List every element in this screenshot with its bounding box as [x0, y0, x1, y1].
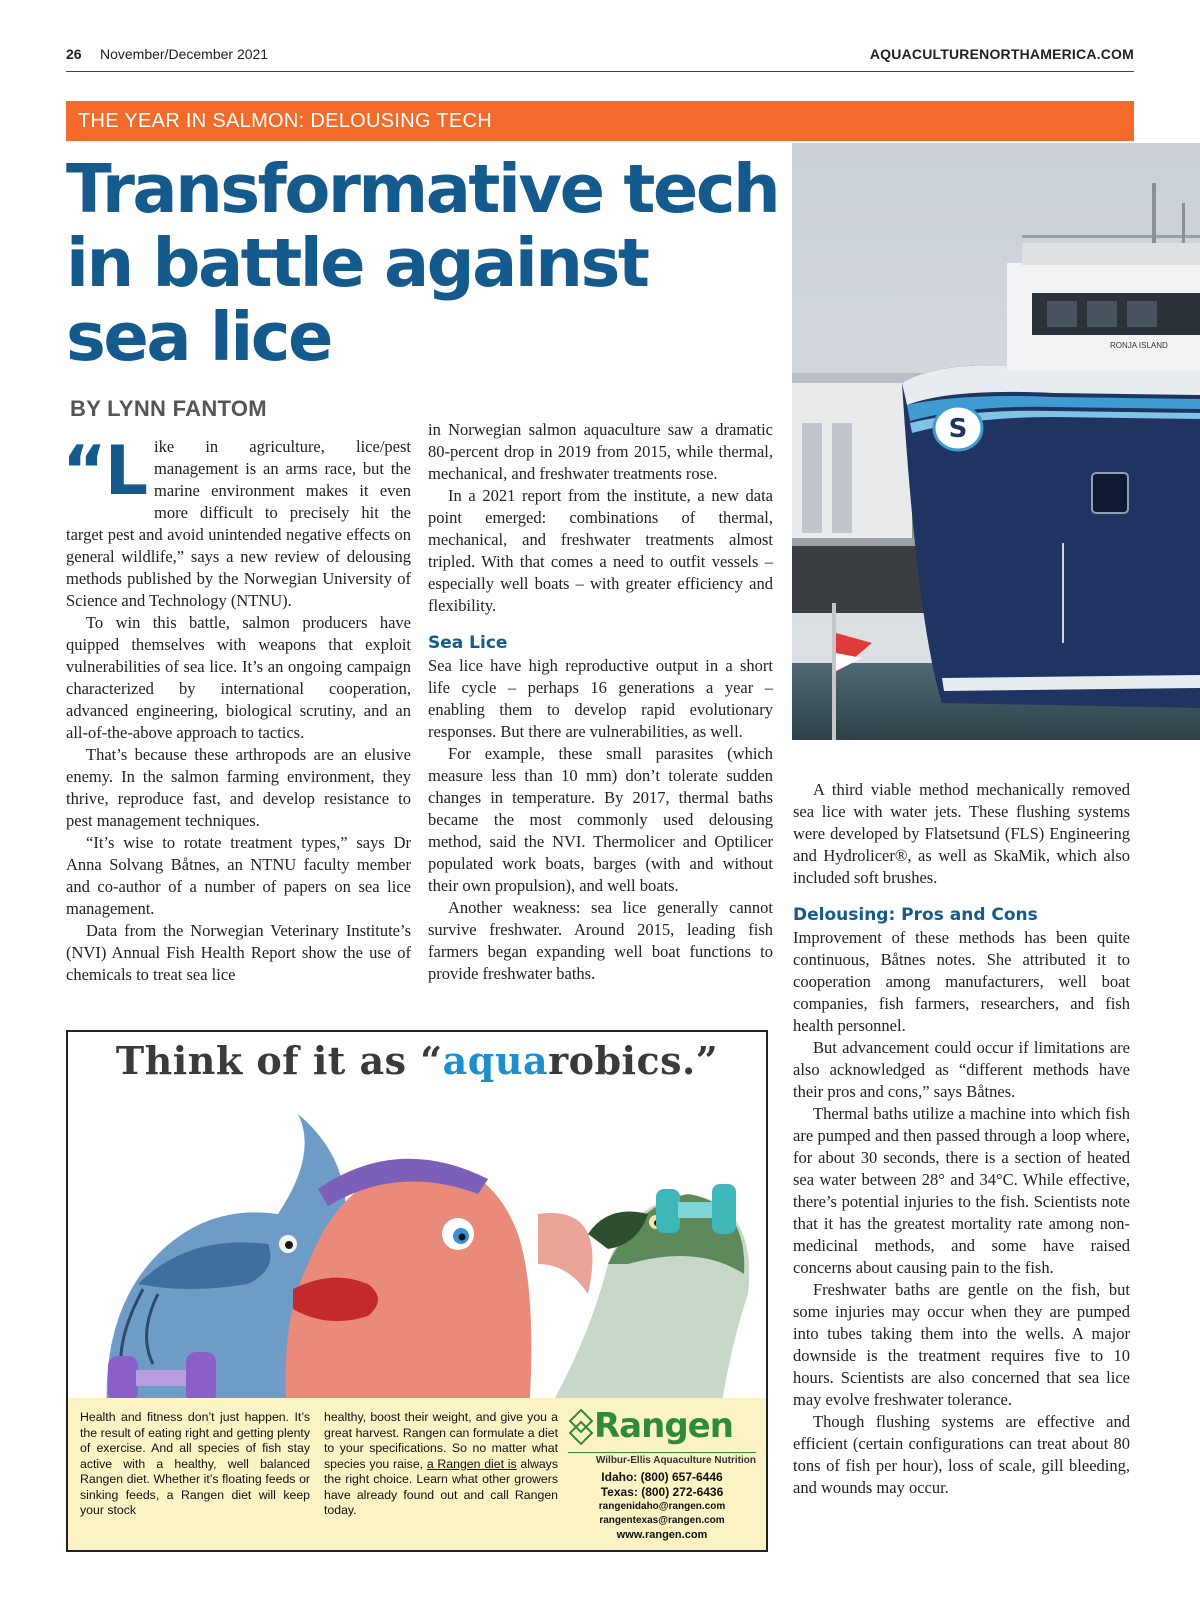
ad-copy-link[interactable]: a Rangen diet is [426, 1456, 517, 1471]
drop-cap: “L [62, 432, 147, 511]
phone-idaho: Idaho: (800) 657-6446 [601, 1470, 723, 1484]
paragraph: For example, these small parasites (which measure less than 10 mm) don’t tolerate sudden changes in temperature. By 2017, thermal baths became the most commonly used delousing method, said the NVI. Thermolicer and Optilicer populated work boats, barges (with and without their own propulsion), and well boats. [428, 744, 773, 895]
paragraph: Data from the Norwegian Veterinary Institute’s (NVI) Annual Fish Health Report show the use of chemicals to treat sea lice [66, 921, 411, 984]
article-column-2 [428, 419, 773, 985]
article-column-1 [62, 432, 411, 986]
subhead-sea-lice: Sea Lice [428, 633, 508, 653]
page-number: 26 [66, 46, 82, 62]
ad-headline [68, 1038, 766, 1083]
site-url: AQUACULTURENORTHAMERICA.COM [869, 46, 1134, 62]
well-boat-photo [792, 143, 1200, 740]
paragraph: Though flushing systems are effective and efficient (certain configurations can treat about 80 tons of fish per hour), loss of scale, gill bleeding, and wounds may occur. [793, 1412, 1130, 1497]
ad-footer [68, 1398, 766, 1550]
ad-copy-1: Health and fitness don’t just happen. It’s the result of eating right and getting plenty of exercise. And all species of fish stay active with a healthy, well balanced Rangen diet. Whether it’s floating feeds or sinking feeds, a Rangen diet will keep your stock [80, 1410, 310, 1517]
paragraph: ike in agriculture, lice/pest management is an arms race, but the marine environment makes it even more difficult to precisely hit the target pest and avoid unintended negative effects on general wildlife,” says a new review of delousing methods published by the Norwegian University of Science and Technology (NTNU). [66, 437, 411, 610]
paragraph: in Norwegian salmon aquaculture saw a dramatic 80-percent drop in 2019 from 2015, while thermal, mechanical, and freshwater treatments rose. [428, 420, 773, 483]
email-idaho[interactable]: rangenidaho@rangen.com [598, 1501, 726, 1512]
phone-texas: Texas: (800) 272-6436 [600, 1485, 724, 1499]
website-link[interactable]: www.rangen.com [616, 1529, 708, 1541]
well-boat-illustration [792, 143, 1200, 740]
issue-date: November/December 2021 [100, 46, 269, 62]
paragraph: To win this battle, salmon producers have quipped themselves with weapons that exploit vulnerabilities of sea lice. It’s an ongoing campaign characterized by international cooperation, advanced engineering, biological scrutiny, and an all-of-the-above approach to tactics. [66, 613, 411, 742]
rangen-brand: Rangen [594, 1406, 733, 1446]
ad-copy-2a: healthy, boost their weight, and give you a great harvest. Rangen can formulate a diet to your specifications. So no matter what species you raise, [324, 1410, 558, 1471]
paragraph: Thermal baths utilize a machine into which fish are pumped and then passed through a loop where, for about 30 seconds, there is a section of heated sea water between 28° and 34°C. While effective, there’s potential injuries to the fish. Scientists note that it has the greatest mortality rate among non-medicinal methods, and some have raised concerns about causing pain to the fish. [793, 1104, 1130, 1277]
rangen-tagline: Wilbur-Ellis Aquaculture Nutrition [568, 1452, 756, 1466]
paragraph: Freshwater baths are gentle on the fish, but some injuries may occur when they are pumped into tubes taking them into the wells. A major downside is the treatment requires five to 10 hours. Scientists are also concerned that sea lice may evolve freshwater tolerance. [793, 1280, 1130, 1409]
paragraph: But advancement could occur if limitations are also acknowledged as “different methods have their pros and cons,” says Båtnes. [793, 1038, 1130, 1101]
ad-copy-2 [324, 1410, 558, 1519]
paragraph: In a 2021 report from the institute, a new data point emerged: combinations of thermal, mechanical, and freshwater treatments almost tripled. With that comes a need to outfit vessels – especially well boats – with greater efficiency and flexibility. [428, 486, 773, 615]
ad-headline-post: robics.” [548, 1038, 719, 1083]
paragraph: Another weakness: sea lice generally cannot survive freshwater. Around 2015, leading fish farmers began expanding well boat functions to provide freshwater baths. [428, 898, 773, 983]
rangen-logo [568, 1406, 756, 1450]
running-header [66, 44, 1134, 72]
section-label: THE YEAR IN SALMON: DELOUSING TECH [78, 110, 492, 132]
headline: Transformative tech in battle against sea lice [66, 150, 779, 376]
ad-headline-pre: Think of it as “ [115, 1038, 443, 1083]
byline: BY LYNN FANTOM [70, 396, 267, 421]
paragraph: Improvement of these methods has been quite continuous, Båtnes notes. She attributed it to cooperation among manufacturers, well boat companies, fish farmers, researchers, and fish health personnel. [793, 928, 1130, 1035]
ad-contact-info [568, 1470, 756, 1543]
cartoon-fish-illustration [68, 1094, 766, 1428]
paragraph: Sea lice have high reproductive output in a short life cycle – perhaps 16 generations a year – enabling them to develop rapid evolutionary responses. But there are vulnerabilities, as well. [428, 656, 773, 741]
rangen-diamond-icon [568, 1408, 594, 1448]
svg-text:S: S [948, 414, 968, 444]
paragraph: That’s because these arthropods are an elusive enemy. In the salmon farming environment, they thrive, reproduce fast, and develop resistance to pest management techniques. [66, 745, 411, 830]
rangen-advertisement [66, 1030, 768, 1552]
paragraph: “It’s wise to rotate treatment types,” says Dr Anna Solvang Båtnes, an NTNU faculty member and co-author of a number of papers on sea lice management. [66, 833, 411, 918]
ad-headline-aqua: aqua [442, 1038, 549, 1083]
email-texas[interactable]: rangentexas@rangen.com [599, 1515, 725, 1526]
subhead-pros-cons: Delousing: Pros and Cons [793, 905, 1038, 925]
article-column-3 [793, 779, 1130, 1499]
vessel-name-label: RONJA ISLAND [1110, 341, 1168, 350]
section-banner [66, 101, 1134, 141]
paragraph: A third viable method mechanically removed sea lice with water jets. These flushing systems were developed by Flatsetsund (FLS) Engineering and Hydrolicer®, as well as SkaMik, which also included soft brushes. [793, 780, 1130, 887]
ad-copy-2b: always the right choice. Learn what other growers have already found out and call Rangen today. [324, 1456, 558, 1517]
